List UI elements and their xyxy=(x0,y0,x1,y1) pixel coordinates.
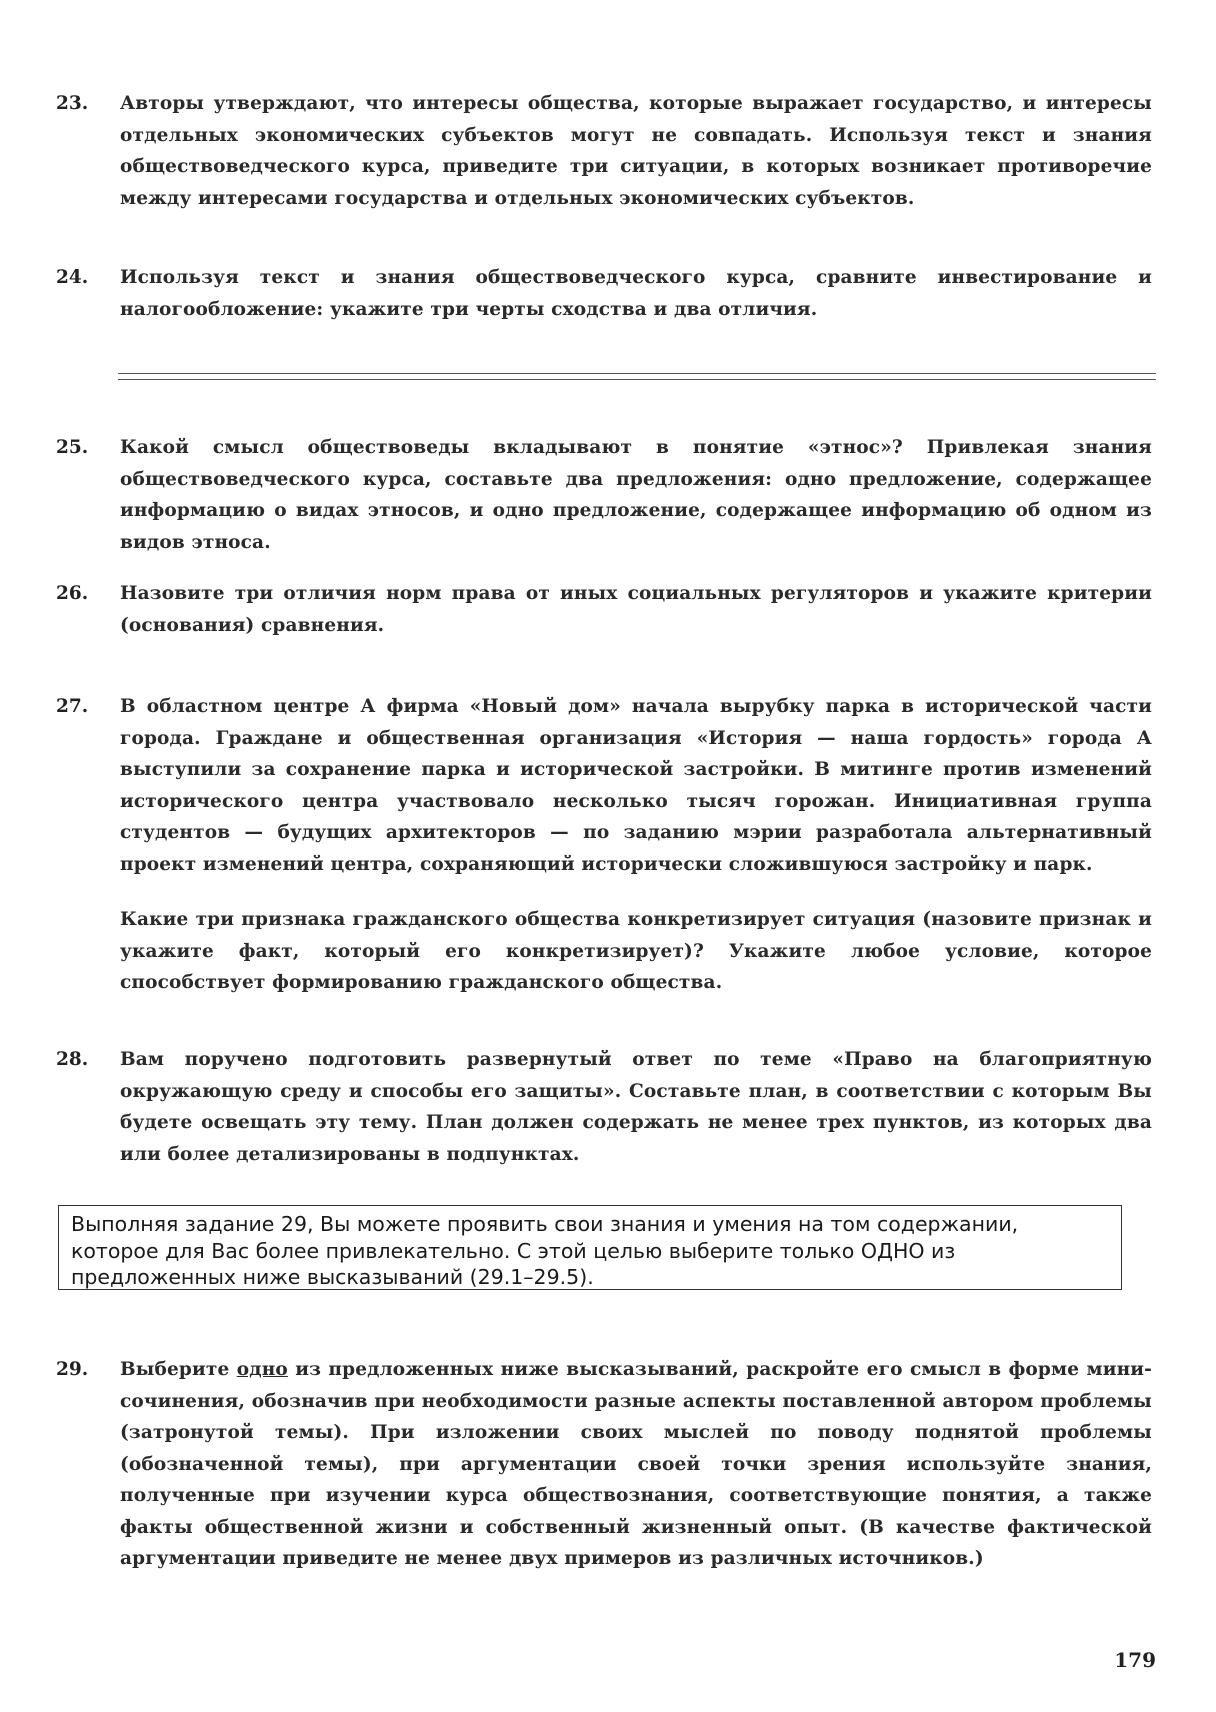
task-number: 23. xyxy=(56,93,89,114)
task-text: Какой смысл обществоведы вкладывают в понятие «этнос»? Привлекая знания обществоведческого курса, составьте два предложения: одно предложение, содержащее информацию о видах этносов, и одно предложение, содержащее информацию об одном из видов этноса. xyxy=(120,437,1152,553)
task-28 xyxy=(56,1044,1156,1170)
task-23 xyxy=(56,88,1156,214)
section-divider xyxy=(118,373,1156,380)
task-27 xyxy=(56,691,1156,999)
task-question: Какие три признака гражданского общества конкретизирует ситуация (назовите признак и укажите факт, который его конкретизирует)? Укажите любое условие, которое способствует формированию гражданского общества. xyxy=(120,909,1152,993)
task-text: Используя текст и знания обществоведческого курса, сравните инвестирование и налогообложение: укажите три черты сходства и два отличия. xyxy=(120,267,1152,320)
task-25 xyxy=(56,432,1156,558)
task-number: 25. xyxy=(56,437,89,458)
task-number: 24. xyxy=(56,267,89,288)
emphasis-word: одно xyxy=(236,1359,288,1380)
task-text-start: Выберите xyxy=(120,1359,237,1380)
task-number: 29. xyxy=(56,1359,89,1380)
task-26 xyxy=(56,578,1156,641)
instruction-box: Выполняя задание 29, Вы можете проявить свои знания и умения на том содержании, которое для Вас более привлекательно. С этой целью выберите только ОДНО из предложенных ниже высказываний (29.1–29.5). xyxy=(58,1205,1122,1290)
task-number: 28. xyxy=(56,1049,89,1070)
task-29 xyxy=(56,1354,1156,1575)
task-number: 27. xyxy=(56,696,89,717)
page-number: 179 xyxy=(1114,1648,1156,1672)
task-text xyxy=(120,1354,1152,1575)
task-text: Назовите три отличия норм права от иных социальных регуляторов и укажите критерии (основания) сравнения. xyxy=(120,583,1152,636)
task-text-rest: из предложенных ниже высказываний, раскройте его смысл в форме мини-сочинения, обозначив при необходимости разные аспекты поставленной автором проблемы (затронутой темы). При изложении своих мыслей по поводу поднятой проблемы (обозначенной темы), при аргументации своей точки зрения используйте знания, полученные при изучении курса обществознания, соответствующие понятия, а также факты общественной жизни и собственный жизненный опыт. (В качестве фактической аргументации приведите не менее двух примеров из различных источников.) xyxy=(120,1359,1152,1569)
task-number: 26. xyxy=(56,583,89,604)
task-text: Вам поручено подготовить развернутый ответ по теме «Право на благоприятную окружающую среду и способы его защиты». Составьте план, в соответствии с которым Вы будете освещать эту тему. План должен содержать не менее трех пунктов, из которых два или более детализированы в подпунктах. xyxy=(120,1049,1152,1165)
task-24 xyxy=(56,262,1156,325)
task-text: В областном центре А фирма «Новый дом» начала вырубку парка в исторической части города. Граждане и общественная организация «История — наша гордость» города А выступили за сохранение парка и исторической застройки. В митинге против изменений исторического центра участвовало несколько тысяч горожан. Инициативная группа студентов — будущих архитекторов — по заданию мэрии разработала альтернативный проект изменений центра, сохраняющий исторически сложившуюся застройку и парк. xyxy=(120,696,1152,875)
task-text: Авторы утверждают, что интересы общества, которые выражает государство, и интересы отдельных экономических субъектов могут не совпадать. Используя текст и знания обществоведческого курса, приведите три ситуации, в которых возникает противоречие между интересами государства и отдельных экономических субъектов. xyxy=(120,93,1152,209)
